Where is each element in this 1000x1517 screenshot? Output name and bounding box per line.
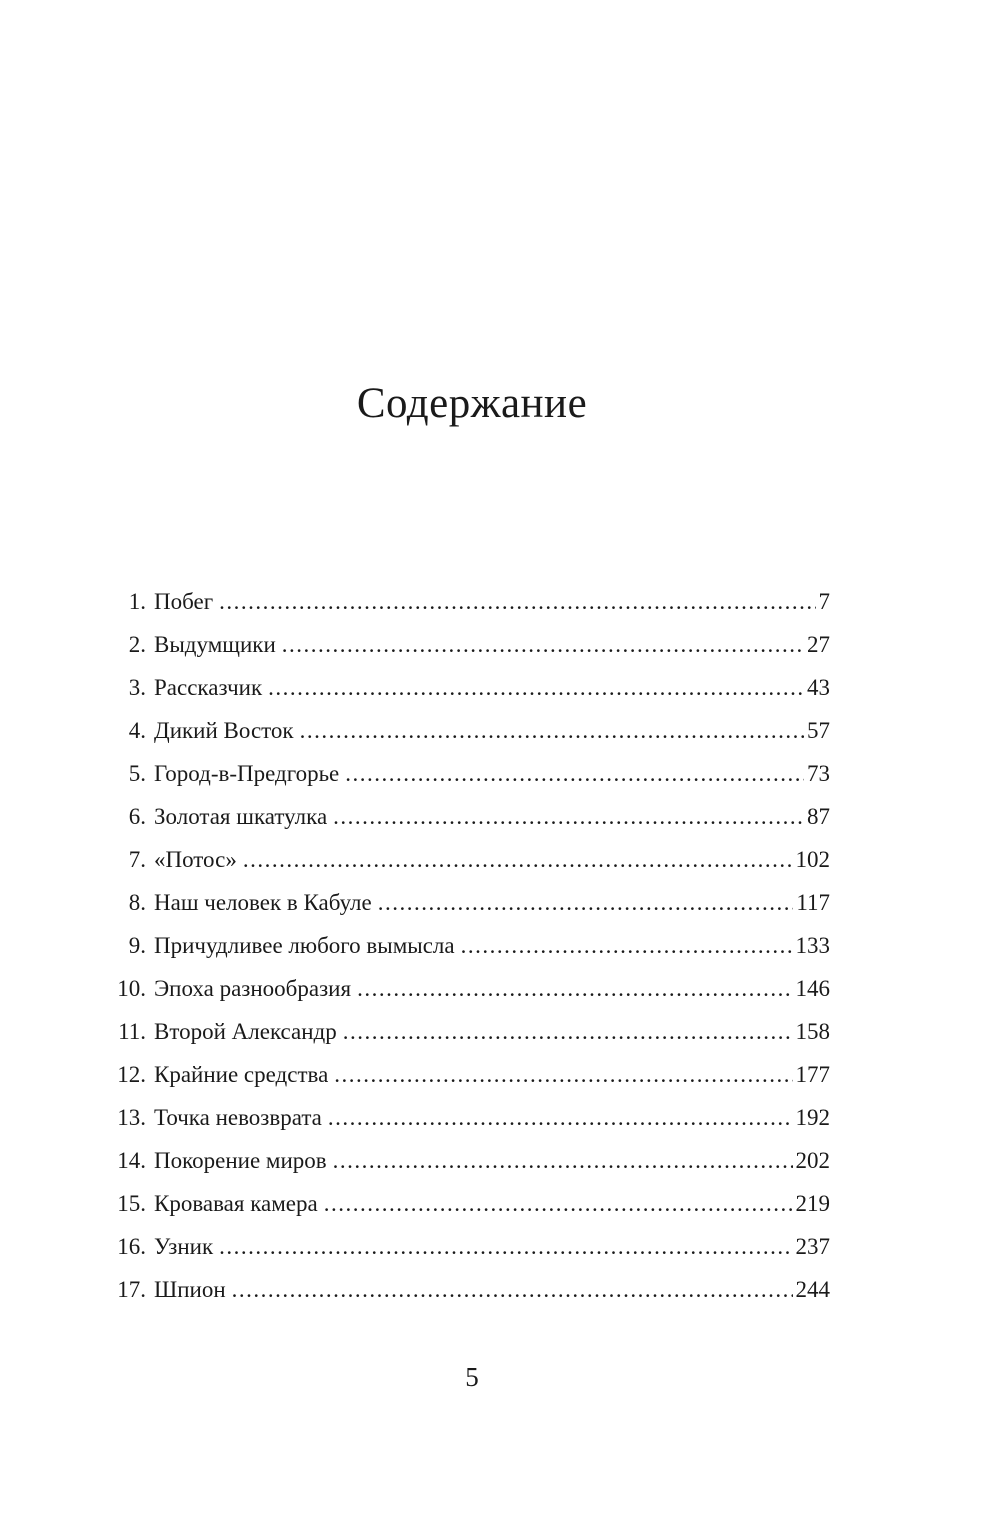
toc-entry-page: 177 (795, 1062, 830, 1087)
toc-dot-leader (378, 891, 794, 914)
toc-entry-title: Причудливее любого вымысла (154, 933, 455, 958)
toc-dot-leader (219, 590, 815, 613)
toc-dot-leader (268, 676, 804, 699)
toc-entry-number: 3. (128, 675, 146, 700)
toc-entry-page: 117 (796, 890, 830, 915)
toc-entry[interactable] (108, 1192, 830, 1235)
toc-entry-title: Шпион (154, 1277, 226, 1302)
toc-dot-leader (219, 1235, 792, 1258)
page-number: 5 (465, 1362, 479, 1392)
toc-entry[interactable] (108, 1278, 830, 1321)
toc-entry[interactable] (108, 891, 830, 934)
toc-entry-page: 237 (795, 1234, 830, 1259)
toc-entry[interactable] (108, 848, 830, 891)
toc-entry-title: Побег (154, 589, 214, 614)
toc-dot-leader (282, 633, 804, 656)
toc-entry-number: 14. (117, 1148, 146, 1173)
toc-entry-page: 219 (795, 1191, 830, 1216)
toc-entry[interactable] (108, 1235, 830, 1278)
toc-entry-number: 1. (128, 589, 146, 614)
toc-entry[interactable] (108, 590, 830, 633)
toc-entry-number: 4. (128, 718, 146, 743)
toc-entry-number: 2. (128, 632, 146, 657)
toc-dot-leader (333, 805, 804, 828)
toc-entry[interactable] (108, 762, 830, 805)
toc-entry-page: 43 (807, 675, 830, 700)
toc-entry[interactable] (108, 934, 830, 977)
toc-entry-page: 7 (818, 589, 830, 614)
toc-entry-number: 9. (128, 933, 146, 958)
toc-entry-page: 73 (807, 761, 830, 786)
table-of-contents (108, 590, 830, 1321)
toc-entry-number: 17. (117, 1277, 146, 1302)
toc-entry-page: 244 (795, 1277, 830, 1302)
toc-dot-leader (333, 1149, 793, 1172)
toc-entry-number: 15. (117, 1191, 146, 1216)
toc-entry-title: Покорение миров (154, 1148, 327, 1173)
toc-dot-leader (328, 1106, 793, 1129)
toc-entry-number: 13. (117, 1105, 146, 1130)
toc-dot-leader (343, 1020, 793, 1043)
toc-entry[interactable] (108, 719, 830, 762)
toc-entry[interactable] (108, 1106, 830, 1149)
toc-entry-number: 7. (128, 847, 146, 872)
toc-dot-leader (243, 848, 793, 871)
toc-entry-number: 8. (128, 890, 146, 915)
toc-entry[interactable] (108, 977, 830, 1020)
toc-dot-leader (324, 1192, 793, 1215)
toc-entry-number: 6. (128, 804, 146, 829)
page-title: Содержание (356, 380, 588, 427)
toc-dot-leader (334, 1063, 792, 1086)
toc-entry-page: 158 (795, 1019, 830, 1044)
toc-entry-number: 12. (117, 1062, 146, 1087)
toc-entry-number: 11. (118, 1019, 146, 1044)
toc-entry-page: 133 (795, 933, 830, 958)
toc-entry-title: Рассказчик (154, 675, 263, 700)
toc-entry[interactable] (108, 676, 830, 719)
toc-dot-leader (345, 762, 804, 785)
toc-entry-page: 87 (807, 804, 830, 829)
toc-entry-page: 192 (795, 1105, 830, 1130)
toc-entry-page: 146 (795, 976, 830, 1001)
toc-dot-leader (232, 1278, 793, 1301)
toc-entry[interactable] (108, 1063, 830, 1106)
toc-entry-page: 27 (807, 632, 830, 657)
toc-entry-title: «Потос» (154, 847, 237, 872)
toc-entry-number: 10. (117, 976, 146, 1001)
toc-entry-number: 5. (128, 761, 146, 786)
toc-dot-leader (357, 977, 792, 1000)
toc-entry-title: Точка невозврата (154, 1105, 322, 1130)
toc-entry[interactable] (108, 633, 830, 676)
toc-entry-title: Кровавая камера (154, 1191, 318, 1216)
toc-entry-title: Наш человек в Кабуле (154, 890, 372, 915)
toc-entry-page: 57 (807, 718, 830, 743)
toc-entry[interactable] (108, 1020, 830, 1063)
toc-entry-page: 102 (795, 847, 830, 872)
toc-dot-leader (461, 934, 793, 957)
toc-entry-title: Выдумщики (154, 632, 276, 657)
toc-entry[interactable] (108, 1149, 830, 1192)
toc-entry-title: Крайние средства (154, 1062, 329, 1087)
toc-entry-title: Второй Александр (154, 1019, 337, 1044)
toc-entry-title: Золотая шкатулка (154, 804, 328, 829)
toc-entry-page: 202 (795, 1148, 830, 1173)
toc-entry[interactable] (108, 805, 830, 848)
toc-entry-title: Город-в-Предгорье (154, 761, 340, 786)
toc-entry-number: 16. (117, 1234, 146, 1259)
toc-entry-title: Узник (154, 1234, 214, 1259)
toc-entry-title: Дикий Восток (154, 718, 294, 743)
toc-dot-leader (300, 719, 804, 742)
toc-entry-title: Эпоха разнообразия (154, 976, 352, 1001)
